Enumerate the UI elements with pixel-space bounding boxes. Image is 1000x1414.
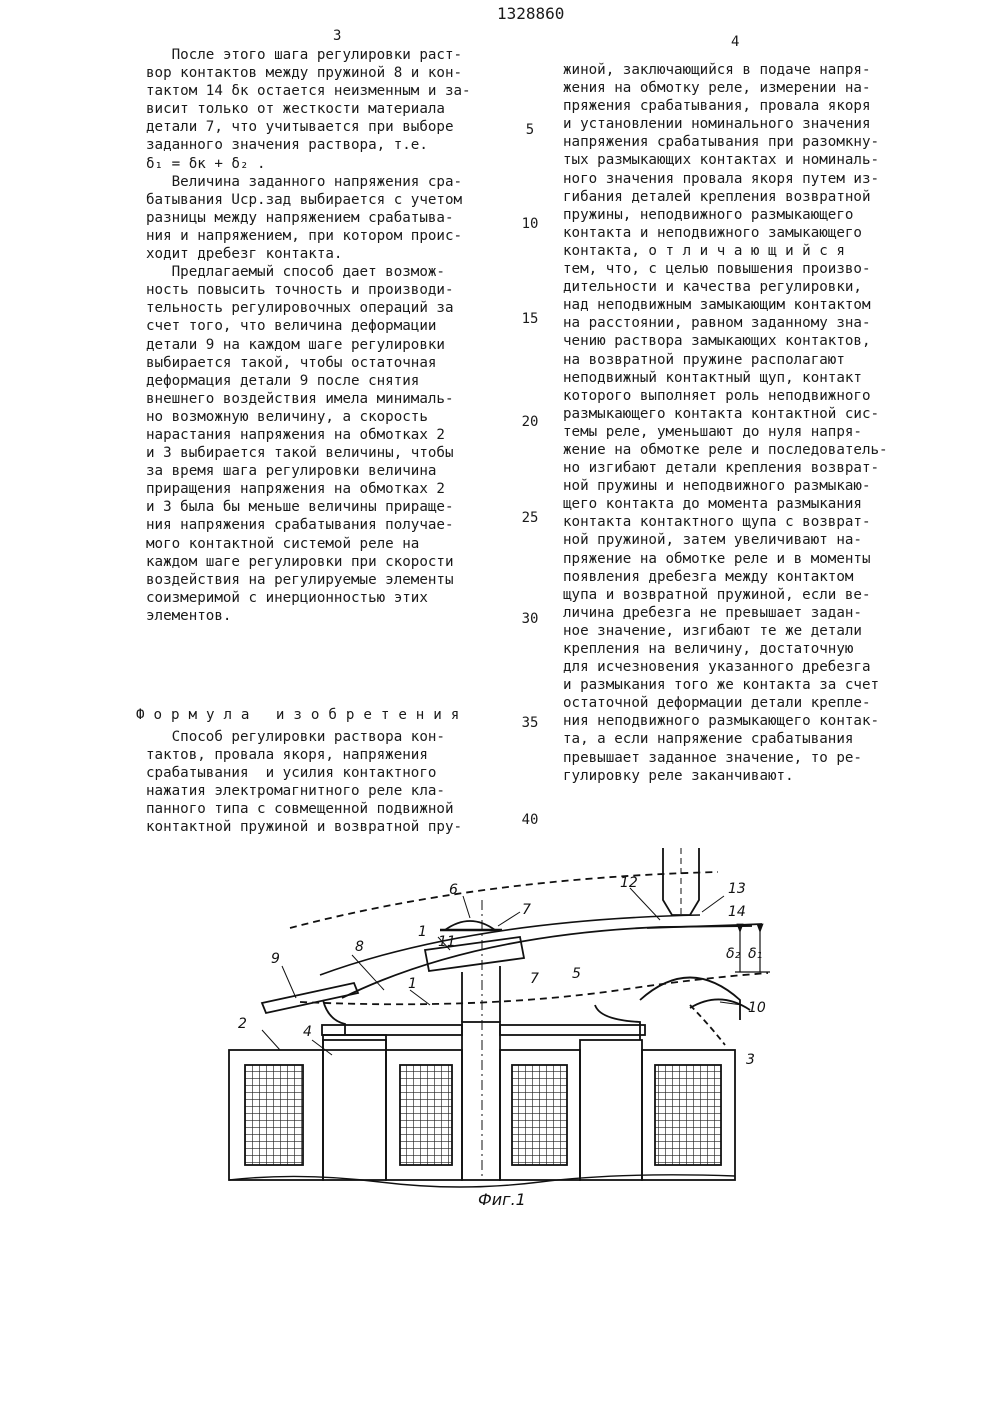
left-column-line: мого контактной системой реле на [146,535,420,552]
right-column-line: контакта, о т л и ч а ю щ и й с я [563,242,845,259]
line-number-25: 25 [521,510,539,526]
right-column-line: напряжения срабатывания при разомкну- [563,134,880,151]
claim-line: нажатия электромагнитного реле кла- [146,783,445,800]
core-4 [323,1040,386,1180]
label-delta-2: δ₂ [726,946,741,962]
right-column-line: которого выполняет роль неподвижного [563,387,871,404]
base-plate-left [322,1025,462,1035]
left-column-line: но возможную величину, а скорость [146,408,428,425]
label-7b: 7 [530,971,539,987]
left-column-line: выбирается такой, чтобы остаточная [146,354,437,371]
right-column-line: пряжения срабатывания, провала якоря [563,98,871,115]
right-column-line: гулировку реле заканчивают. [563,767,794,784]
left-column-line: и 3 была бы меньше величины прираще- [146,499,454,516]
label-3: 3 [746,1052,755,1068]
left-column-line: внешнего воздействия имела минималь- [146,390,454,407]
left-column-line: ния напряжения срабатывания получае- [146,517,454,534]
left-column-line: батывания Uср.зад выбирается с учетом [146,191,463,208]
left-column-line: каждом шаге регулировки при скорости [146,553,454,570]
line-number-15: 15 [521,311,539,327]
left-column-line: ность повысить точность и производи- [146,282,454,299]
label-1b: 1 [408,976,417,992]
right-column-line: на расстоянии, равном заданному зна- [563,315,871,332]
line-number-30: 30 [521,611,539,627]
right-column-line: жение на обмотке реле и последователь- [563,441,888,458]
right-column-line: размыкающего контакта контактной сис- [563,405,880,422]
right-column-line: контакта контактного щупа с возврат- [563,514,871,531]
left-column-line: δ₁ = δк + δ₂ . [146,155,266,172]
left-column-line: Предлагаемый способ дает возмож- [146,264,445,281]
coil-winding-3a [512,1065,567,1165]
left-column-line: деформация детали 9 после снятия [146,372,420,389]
label-1a: 1 [418,924,427,940]
patent-number: 1328860 [497,4,565,23]
label-12: 12 [620,875,638,891]
label-10: 10 [748,1000,766,1016]
left-column-line: После этого шага регулировки раст- [146,47,463,63]
label-2: 2 [238,1016,247,1032]
right-column-line: ной пружиной, затем увеличивают на- [563,532,862,549]
right-column-line: темы реле, уменьшают до нуля напря- [563,423,862,440]
right-column-line: контакта и неподвижного замыкающего [563,224,862,241]
right-column-line: гибания деталей крепления возвратной [563,188,871,205]
left-column-line: заданного значения раствора, т.е. [146,137,428,154]
center-post [462,1022,500,1180]
right-column-line: превышает заданное значение, то ре- [563,749,862,766]
right-column-line: жения на обмотку реле, измерении на- [563,80,871,97]
left-column-line: разницы между напряжением срабатыва- [146,209,454,226]
claim-line: панного типа с совмещенной подвижной [146,801,454,818]
left-column-line: за время шага регулировки величина [146,463,437,480]
bracket-10 [640,978,750,1021]
left-column-line: детали 9 на каждом шаге регулировки [146,336,445,353]
left-column-line: висит только от жесткости материала [146,101,445,118]
claim-line: контактной пружиной и возвратной пру- [146,819,463,836]
right-column-line: ния неподвижного размыкающего контак- [563,713,880,730]
right-column-line: та, а если напряжение срабатывания [563,731,854,748]
right-column-line: остаточной деформации детали крепле- [563,695,871,712]
right-column-line: над неподвижным замыкающим контактом [563,297,871,314]
left-column-line: ходит дребезг контакта. [146,246,343,263]
right-column-line: на возвратной пружине располагают [563,351,845,368]
label-4: 4 [303,1024,312,1040]
coil-winding-2 [245,1065,303,1165]
right-column-line: тем, что, с целью повышения произво- [563,261,871,278]
label-14: 14 [728,904,746,920]
left-column-line: и 3 выбирается такой величины, чтобы [146,445,454,462]
label-7a: 7 [522,902,531,918]
label-9: 9 [271,951,280,967]
right-column-line: и размыкания того же контакта за счет [563,677,880,694]
right-column-line: пряжение на обмотке реле и в моменты [563,550,871,567]
coil-winding-3 [655,1065,721,1165]
right-column-line: появления дребезга между контактом [563,568,854,585]
left-column-line: тельность регулировочных операций за [146,300,454,317]
left-column-line: элементов. [146,607,232,624]
right-column-line: и установлении номинального значения [563,116,871,133]
coil-winding-2b [400,1065,452,1165]
right-column-line: дительности и качества регулировки, [563,279,862,296]
spring-dashed-upper [290,872,718,928]
label-6: 6 [449,882,458,898]
line-number-10: 10 [521,216,539,232]
line-number-20: 20 [521,414,539,430]
left-column-line: воздействия на регулируемые элементы [146,571,454,588]
label-5: 5 [572,966,581,982]
right-column-line: крепления на величину, достаточную [563,641,854,657]
right-column-line: пружины, неподвижного размыкающего [563,206,854,223]
core-5 [580,1040,642,1180]
claim-line: тактов, провала якоря, напряжения [146,747,428,764]
label-13: 13 [728,881,746,897]
right-column-line: но изгибают детали крепления возврат- [563,460,880,477]
page-number-right: 4 [731,34,740,50]
left-column-line: вор контактов между пружиной 8 и кон- [146,65,463,82]
left-column-line: Величина заданного напряжения сра- [146,173,463,190]
right-column-line: личина дребезга не превышает задан- [563,604,862,621]
page-number-left: 3 [333,28,342,44]
formula-heading: Формула изобретения [136,707,469,723]
return-spring-8 [342,926,752,998]
base-plate-right [500,1025,645,1035]
right-column-line: тых размыкающих контактах и номиналь- [563,152,880,169]
right-column-line: чению раствора замыкающих контактов, [563,333,871,350]
right-column-line: жиной, заключающийся в подаче напря- [563,62,871,78]
figure-caption: Фиг.1 [478,1190,526,1209]
contact-6 [445,921,495,930]
right-column-line: щего контакта до момента размыкания [563,496,862,513]
left-column-line: нарастания напряжения на обмотках 2 [146,426,445,443]
left-column-line: соизмеримой с инерционностью этих [146,589,428,606]
left-column-line: приращения напряжения на обмотках 2 [146,481,445,498]
line-number-5: 5 [525,122,535,138]
left-column-line: детали 7, что учитывается при выборе [146,119,454,136]
line-number-40: 40 [521,812,539,828]
pole-7 [462,966,500,1022]
left-column-line: счет того, что величина деформации [146,318,437,335]
right-column-line: щупа и возвратной пружиной, если ве- [563,586,871,603]
label-delta-1: δ₁ [748,946,763,962]
label-8: 8 [355,939,364,955]
claim-line: Способ регулировки раствора кон- [146,729,445,745]
line-number-35: 35 [521,715,539,731]
left-column-line: ния и напряжением, при котором проис- [146,227,463,244]
right-column-line: для исчезновения указанного дребезга [563,659,871,676]
right-column-line: ное значение, изгибают те же детали [563,622,862,639]
right-column-line: ного значения провала якоря путем из- [563,170,880,187]
left-column-line: тактом 14 δк остается неизменным и за- [146,83,471,100]
claim-line: срабатывания и усилия контактного [146,765,437,782]
right-column-line: ной пружины и неподвижного размыкаю- [563,478,871,495]
label-11: 11 [438,934,456,950]
right-column-line: неподвижный контактный щуп, контакт [563,369,862,386]
